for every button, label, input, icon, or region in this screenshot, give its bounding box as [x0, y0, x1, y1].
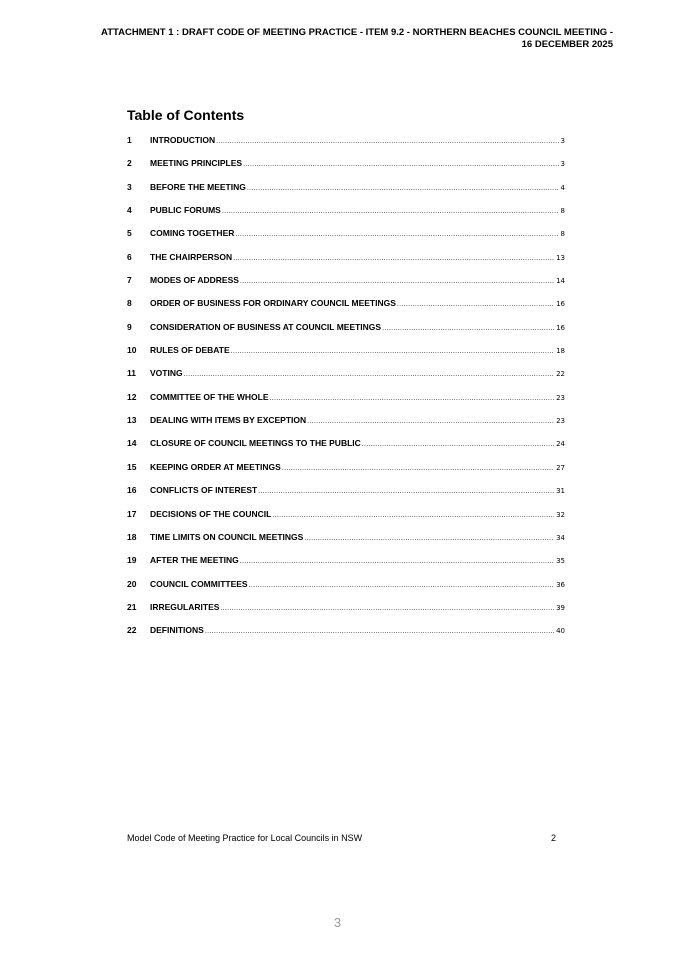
toc-entry-title: CONSIDERATION OF BUSINESS AT COUNCIL MEETINGS	[150, 321, 382, 332]
toc-dot-leader	[231, 348, 554, 355]
toc-entry-page: 39	[556, 603, 565, 612]
toc-entry-page: 23	[556, 417, 565, 426]
toc-entry-page: 36	[556, 580, 565, 589]
toc-dot-leader	[282, 465, 554, 472]
toc-entry-title: CLOSURE OF COUNCIL MEETINGS TO THE PUBLIC	[150, 438, 361, 449]
toc-entry-page: 3	[560, 160, 565, 169]
toc-entry-number: 17	[127, 508, 137, 519]
toc-entry[interactable]	[127, 275, 565, 298]
toc-entry-title: MEETING PRINCIPLES	[150, 158, 243, 169]
toc-entry-page: 22	[556, 370, 565, 379]
toc-entry[interactable]	[127, 485, 565, 508]
toc-entry-page: 32	[556, 510, 565, 519]
toc-entry-page: 8	[560, 207, 565, 216]
toc-entry-title: VOTING	[150, 368, 183, 379]
toc-entry-title: THE CHAIRPERSON	[150, 251, 233, 262]
toc-entry-page: 34	[556, 533, 565, 542]
toc-entry-number: 19	[127, 555, 137, 566]
toc-entry-number: 14	[127, 438, 137, 449]
toc-entry-page: 24	[556, 440, 565, 449]
toc-dot-leader	[233, 255, 554, 262]
toc-dot-leader	[235, 231, 558, 238]
toc-entry[interactable]	[127, 392, 565, 415]
toc-dot-leader	[243, 161, 558, 168]
toc-entry-title: PUBLIC FORUMS	[150, 205, 221, 216]
toc-dot-leader	[307, 418, 554, 425]
toc-dot-leader	[247, 185, 559, 192]
toc-dot-leader	[240, 278, 554, 285]
toc-entry-title: DEALING WITH ITEMS BY EXCEPTION	[150, 415, 307, 426]
toc-entry-title: INTRODUCTION	[150, 135, 216, 145]
toc-entry-number: 18	[127, 531, 137, 542]
toc-entry-number: 22	[127, 625, 137, 636]
toc-entry-number: 2	[127, 158, 132, 169]
toc-entry-number: 10	[127, 345, 137, 356]
toc-list	[127, 135, 565, 649]
toc-entry-number: 1	[127, 135, 132, 145]
toc-entry[interactable]	[127, 228, 565, 251]
toc-entry-page: 35	[556, 557, 565, 566]
toc-entry[interactable]	[127, 579, 565, 602]
toc-entry[interactable]	[127, 158, 565, 181]
toc-dot-leader	[397, 301, 554, 308]
toc-entry-title: IRREGULARITES	[150, 601, 220, 612]
toc-entry-number: 6	[127, 251, 132, 262]
toc-entry-number: 3	[127, 181, 132, 192]
footer-document-title: Model Code of Meeting Practice for Local Councils in NSW	[127, 833, 363, 843]
toc-dot-leader	[382, 325, 554, 332]
toc-dot-leader	[362, 441, 554, 448]
toc-dot-leader	[304, 535, 554, 542]
toc-entry-page: 16	[556, 300, 565, 309]
toc-entry-title: DEFINITIONS	[150, 625, 204, 636]
toc-entry-title: AFTER THE MEETING	[150, 555, 239, 566]
toc-entry[interactable]	[127, 462, 565, 485]
toc-entry[interactable]	[127, 252, 565, 275]
toc-entry-number: 13	[127, 415, 137, 426]
toc-dot-leader	[184, 371, 554, 378]
toc-entry-page: 3	[560, 137, 565, 145]
toc-entry[interactable]	[127, 415, 565, 438]
toc-entry-page: 27	[556, 463, 565, 472]
toc-entry-page: 40	[556, 627, 565, 636]
toc-entry[interactable]	[127, 182, 565, 205]
footer-page-number: 2	[551, 833, 557, 843]
toc-entry-number: 8	[127, 298, 132, 309]
toc-dot-leader	[258, 488, 554, 495]
toc-entry[interactable]	[127, 555, 565, 578]
toc-entry-title: COMING TOGETHER	[150, 228, 235, 239]
toc-entry-title: CONFLICTS OF INTEREST	[150, 485, 258, 496]
toc-entry[interactable]	[127, 438, 565, 461]
toc-entry-page: 18	[556, 347, 565, 356]
toc-dot-leader	[272, 512, 554, 519]
toc-entry-page: 14	[556, 277, 565, 286]
toc-entry-number: 21	[127, 601, 137, 612]
toc-entry[interactable]	[127, 509, 565, 532]
toc-entry-number: 20	[127, 578, 137, 589]
toc-entry[interactable]	[127, 135, 565, 158]
toc-entry-page: 13	[556, 253, 565, 262]
toc-entry-title: MODES OF ADDRESS	[150, 275, 239, 286]
toc-entry-number: 16	[127, 485, 137, 496]
toc-entry[interactable]	[127, 368, 565, 391]
toc-dot-leader	[249, 582, 554, 589]
toc-entry-title: RULES OF DEBATE	[150, 345, 230, 356]
toc-entry-page: 31	[556, 487, 565, 496]
toc-entry-number: 15	[127, 461, 137, 472]
toc-entry[interactable]	[127, 602, 565, 625]
toc-entry-page: 23	[556, 393, 565, 402]
toc-entry-number: 11	[127, 368, 136, 379]
toc-entry-number: 12	[127, 391, 137, 402]
toc-dot-leader	[205, 628, 554, 635]
toc-entry-number: 4	[127, 205, 132, 216]
toc-entry[interactable]	[127, 298, 565, 321]
toc-entry-title: TIME LIMITS ON COUNCIL MEETINGS	[150, 531, 304, 542]
toc-entry[interactable]	[127, 532, 565, 555]
toc-entry-number: 5	[127, 228, 132, 239]
toc-entry-title: DECISIONS OF THE COUNCIL	[150, 508, 272, 519]
pdf-page-number: 3	[333, 915, 342, 930]
toc-entry[interactable]	[127, 625, 565, 648]
toc-entry-page: 4	[560, 183, 565, 192]
toc-dot-leader	[222, 208, 559, 215]
toc-entry[interactable]	[127, 345, 565, 368]
toc-dot-leader	[220, 605, 554, 612]
toc-entry-number: 7	[127, 275, 132, 286]
toc-entry-title: ORDER OF BUSINESS FOR ORDINARY COUNCIL MEETINGS	[150, 298, 396, 309]
toc-entry-title: KEEPING ORDER AT MEETINGS	[150, 461, 281, 472]
attachment-header-line1: ATTACHMENT 1 : DRAFT CODE OF MEETING PRACTICE - ITEM 9.2 - NORTHERN BEACHES COUNCIL MEETING -	[101, 27, 613, 38]
toc-entry-title: COUNCIL COMMITTEES	[150, 578, 248, 589]
toc-entry-title: BEFORE THE MEETING	[150, 181, 246, 192]
toc-entry-page: 8	[560, 230, 565, 239]
toc-entry-title: COMMITTEE OF THE WHOLE	[150, 391, 269, 402]
attachment-header-line2: 16 DECEMBER 2025	[521, 39, 613, 50]
attachment-header	[13, 27, 613, 51]
toc-entry[interactable]	[127, 322, 565, 345]
toc-dot-leader	[216, 138, 558, 145]
toc-entry-page: 16	[556, 323, 565, 332]
toc-dot-leader	[270, 395, 555, 402]
toc-title: Table of Contents	[127, 107, 245, 123]
toc-dot-leader	[240, 558, 554, 565]
toc-entry-number: 9	[127, 321, 132, 332]
toc-entry[interactable]	[127, 205, 565, 228]
